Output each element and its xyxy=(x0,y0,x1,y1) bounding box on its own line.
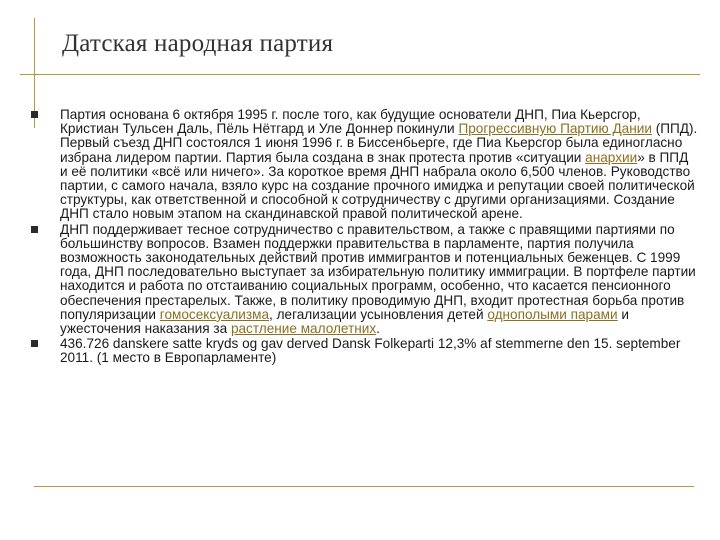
square-bullet-icon xyxy=(31,226,38,233)
link-child-abuse[interactable]: растление малолетних xyxy=(230,321,377,337)
slide-title: Датская народная партия xyxy=(62,30,334,57)
text-segment: , легализации усыновления детей xyxy=(269,306,488,322)
bottom-rule xyxy=(34,486,694,487)
bullet-text xyxy=(60,108,698,222)
square-bullet-icon xyxy=(31,340,38,347)
link-anarchy[interactable]: анархии xyxy=(585,149,638,165)
bullet-item xyxy=(28,337,698,365)
bullet-text xyxy=(60,223,698,337)
link-progressive-party[interactable]: Прогрессивную Партию Дании xyxy=(458,121,652,137)
square-bullet-icon xyxy=(31,111,38,118)
text-segment: и ужесточения наказания за xyxy=(60,306,629,337)
bullet-item xyxy=(28,108,698,222)
text-segment: (ППД). Первый съезд ДНП состоялся 1 июня 1996 г. в Биссенбьерге, где Пиа Кьерсгор была единогласно избрана лидером партии. Партия была создана в знак протеста против «ситуации xyxy=(60,121,698,165)
text-segment: 436.726 danskere satte kryds og gav derved Dansk Folkeparti 12,3% af stemmerne den 15. september 2011. (1 место в Европарламенте) xyxy=(60,336,681,366)
bullet-item xyxy=(28,223,698,337)
text-segment: . xyxy=(376,321,380,337)
text-segment: » в ППД и её политики «всё или ничего». За короткое время ДНП набрала около 6,500 членов. Руководство партии, с самого начала, взяло курс на создание прочного имиджа и репутации своей политической структуры, как ответственной и способной к сотрудничеству с другими организациями. Создание ДНП стало новым этапом на скандинавской правой политической арене. xyxy=(60,149,695,222)
bullet-text xyxy=(60,337,698,365)
slide-content xyxy=(28,108,698,366)
title-underline xyxy=(20,74,700,75)
link-homosexuality[interactable]: гомосексуализма xyxy=(159,306,270,322)
text-segment: Партия основана 6 октября 1995 г. после того, как будущие основатели ДНП, Пиа Кьерсгор, Кристиан Тульсен Даль, Пёль Нётгард и Уле Доннер покинули xyxy=(60,107,641,137)
text-segment: ДНП поддерживает тесное сотрудничество с правительством, а также с правящими партиями по большинству вопросов. Взамен поддержки правительства в парламенте, партия получила возможность законодательных действий против иммигрантов и потенциальных беженцев. С 1999 года, ДНП последовательно выступает за избирательную политику иммиграции. В портфеле партии находится и работа по отстаиванию социальных программ, особенно, что касается пенсионного обеспечения престарелых. Также, в политику проводимую ДНП, входит протестная борьба против популяризации xyxy=(60,221,696,322)
link-same-sex-couples[interactable]: однополыми парами xyxy=(487,306,618,322)
